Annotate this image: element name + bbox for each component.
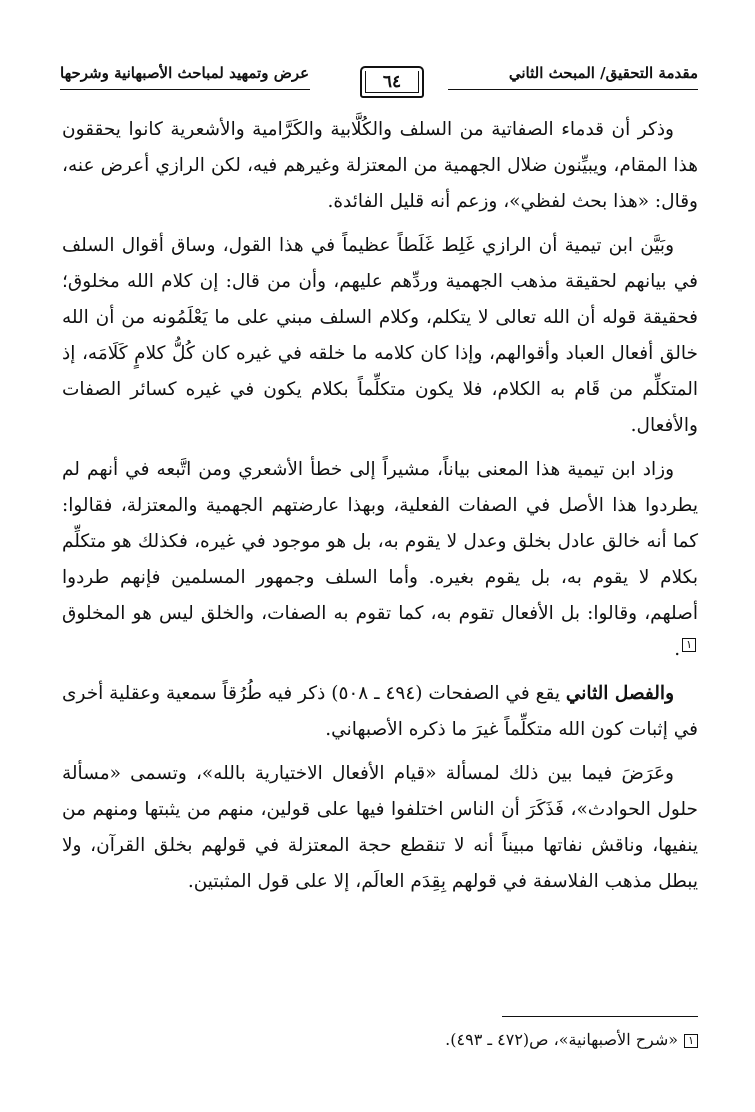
footnote (298, 1028, 698, 1052)
chapter-title: مقدمة التحقيق/ المبحث الثاني (508, 64, 698, 82)
footnote-text: «شرح الأصبهانية»، ص(٤٧٢ ـ ٤٩٣). (445, 1030, 679, 1049)
main-text (62, 112, 698, 908)
paragraph-text: وبَيَّن ابن تيمية أن الرازي غَلِط غَلَطاً عظيماً في هذا القول، وساق أقوال السلف في بيانهم لحقيقة مذهب الجهمية وردِّهم عليهم، وأن من قال: إن كلام الله مخلوق؛ فحقيقة قوله أن الله تعالى لا يتكلم، وكلام السلف مبني على ما يَعْلَمُونه من أن الله خالق أفعال العباد وأقوالهم، وإذا كان كلامه ما خلقه في غيره كان كُلُّ كلامٍ كَلَامَه، إذ المتكلِّم من قَام به الكلام، فلا يكون متكلِّماً بكلام يكون في غيره كسائر الصفات والأفعال. (62, 235, 698, 436)
header-rule-left (60, 89, 310, 90)
section-lead: والفصل الثاني (565, 683, 674, 704)
section-title: عرض وتمهيد لمباحث الأصبهانية وشرحها (60, 64, 310, 82)
paragraph-text: وزاد ابن تيمية هذا المعنى بياناً، مشيراً إلى خطأ الأشعري ومن اتَّبعه في أنهم لم يطردوا هذا الأصل في الصفات الفعلية، وبهذا عارضتهم الجهمية والمعتزلة، فقالوا: كما أنه خالق عادل بخلق وعدل لا يقوم به، بل هو موجود في غيره، فكذلك هو متكلِّم بكلام لا يقوم به، بل يقوم بغيره. وأما السلف وجمهور المسلمين فإنهم طردوا أصلهم، وقالوا: بل الأفعال تقوم به، كما تقوم به الصفات، والخلق ليس هو المخلوق (62, 459, 698, 624)
running-header (60, 58, 698, 102)
footnote-number: ١ (684, 1034, 698, 1048)
paragraph-text: وعَرَضَ فيما بين ذلك لمسألة «قيام الأفعال الاختيارية بالله»، وتسمى «مسألة حلول الحوادث»، فَذَكَرَ أن الناس اختلفوا فيها على قولين، منهم من يثبتها ومنهم من ينفيها، وناقش نفاتها مبيناً أنه لا تنقطع حجة المعتزلة في قولهم بخلق القرآن، ولا يبطل مذهب الفلاسفة في قولهم بِقِدَم العالَم، إلا على قول المثبتين. (62, 763, 698, 892)
footnote-separator (502, 1016, 698, 1017)
page-number: ٦٤ (382, 72, 402, 92)
paragraph (62, 676, 698, 748)
page-number-frame (360, 66, 424, 98)
paragraph (62, 756, 698, 900)
footnote-reference[interactable]: ١ (682, 638, 696, 652)
paragraph: وزاد ابن تيمية هذا المعنى بياناً، مشيراً إلى خطأ الأشعري ومن اتَّبعه في أنهم لم يطردوا هذا الأصل في الصفات الفعلية، وبهذا عارضتهم الجهمية والمعتزلة، فقالوا: كما أنه خالق عادل بخلق وعدل لا يقوم به، بل هو موجود في غيره، فكذلك هو متكلِّم بكلام لا يقوم به، بل يقوم بغيره. وأما السلف وجمهور المسلمين فإنهم طردوا أصلهم، وقالوا: بل الأفعال تقوم به، كما تقوم به الصفات، والخلق ليس هو المخلوق١. (62, 459, 698, 660)
header-rule-right (448, 89, 698, 90)
paragraph (62, 228, 698, 444)
paragraph-text: يقع في الصفحات (٤٩٤ ـ ٥٠٨) ذكر فيه طُرُقاً سمعية وعقلية أخرى في إثبات كون الله متكلِّماً غيرَ ما ذكره الأصبهاني. (62, 683, 698, 740)
paragraph-text: وذكر أن قدماء الصفاتية من السلف والكُلَّابية والكَرَّامية والأشعرية كانوا يحققون هذا المقام، ويبيِّنون ضلال الجهمية من المعتزلة وغيرهم فيه، لكن الرازي أعرض عنه، وقال: «هذا بحث لفظي»، وزعم أنه قليل الفائدة. (62, 119, 698, 212)
paragraph (62, 112, 698, 220)
